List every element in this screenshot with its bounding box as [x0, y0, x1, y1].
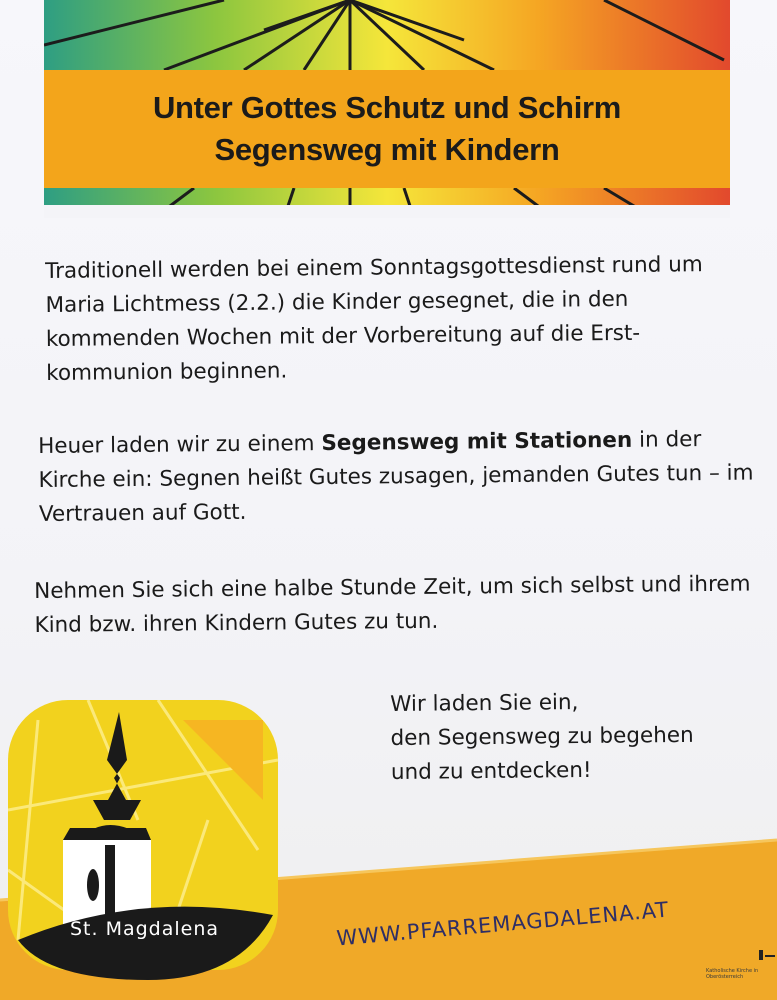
paragraph-segensweg-intro: Heuer laden wir zu einem — [38, 431, 322, 459]
invitation — [390, 684, 751, 790]
paragraph-segensweg — [38, 422, 759, 532]
title-line-2: Segensweg mit Kindern — [214, 132, 560, 167]
invitation-line-1: Wir laden Sie ein, — [390, 690, 579, 717]
invitation-line-2: den Segensweg zu begehen — [390, 722, 694, 751]
paragraph-segensweg-highlight: Segensweg mit Stationen — [321, 427, 633, 457]
parish-logo — [8, 700, 290, 990]
website-url[interactable]: WWW.PFARREMAGDALENA.AT — [335, 897, 671, 951]
title-line-1: Unter Gottes Schutz und Schirm — [152, 90, 622, 125]
diocese-text: Katholische Kirche in Oberösterreich — [706, 968, 759, 980]
invitation-line-3: und zu entdecken! — [390, 757, 592, 785]
paragraph-tradition: Traditionell werden bei einem Sonntagsgottesdienst rund um Maria Lichtmess (2.2.) die Kinder gesegnet, die in den kommenden Wochen mit der Vorbereitung auf die Erst-kommunion beginnen. — [45, 252, 703, 386]
paragraph-time: Nehmen Sie sich eine halbe Stunde Zeit, um sich selbst und ihrem Kind bzw. ihren Kindern Gutes zu tun. — [34, 571, 751, 638]
diocese-logo-mark — [757, 948, 777, 962]
logo-text: St. Magdalena — [70, 918, 220, 940]
title-banner — [44, 70, 730, 188]
paragraph-segensweg-rest: in der Kirche ein: Segnen heißt Gutes zusagen, jemanden Gutes tun – im Vertrauen auf Gott. — [38, 427, 754, 527]
